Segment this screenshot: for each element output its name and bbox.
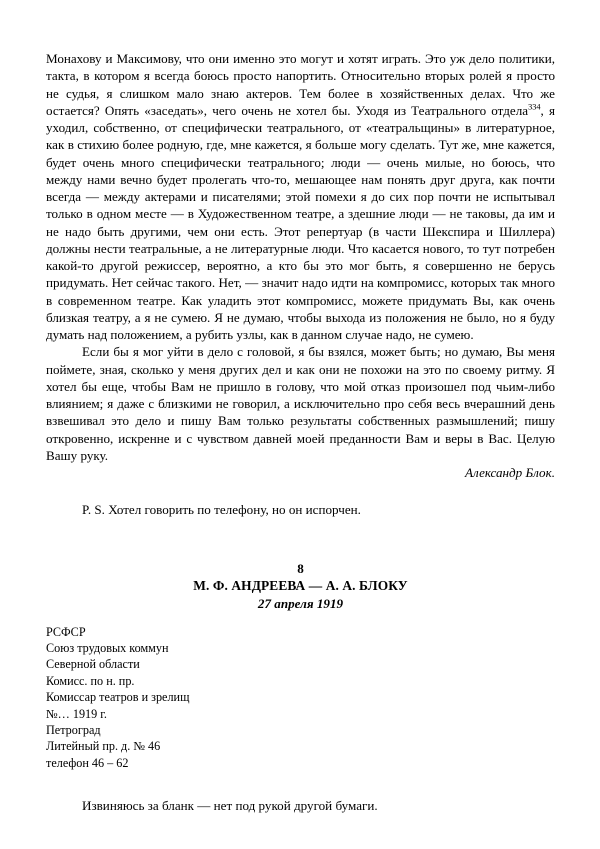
letter-date: 27 апреля 1919 <box>257 595 344 611</box>
letterhead-line: Комиссар театров и зрелищ <box>46 690 190 705</box>
letter-postscript: P. S. Хотел говорить по телефону, но он испорчен. <box>82 502 361 518</box>
letterhead-line: Северной области <box>46 657 140 672</box>
letter-signature: Александр Блок. <box>465 465 555 480</box>
paragraph-1-text-before-footnote: Монахову и Максимову, что они именно это могут и хотят играть. Это уж дело политики, такта, в котором я всегда боюсь просто напортить. Относительно вторых ролей я просто не судья, я слишком мало знаю актеров. Тем более в хозяйственных делах. Что же остается? Опять «заседать», чего очень не хотел бы. Уходя из Театрального отдела <box>46 51 555 118</box>
letter-body-paragraph-1 <box>46 50 555 343</box>
letterhead-line: Союз трудовых коммун <box>46 640 169 655</box>
letter-closing-note: Извиняюсь за бланк — нет под рукой другой бумаги. <box>82 798 378 814</box>
letter-body-paragraph-2: Если бы я мог уйти в дело с головой, я бы взялся, может быть; но думаю, Вы меня поймете, зная, сколько у меня других дел и как они не похожи на это по своему ритму. Я хотел бы еще, чтобы Вам не пришло в голову, что мой отказ произошел под чьим-либо влиянием; я даже с близкими не говорил, а исключительно про себя весь вчерашний день взвешивал это дело и пишу Вам только результаты собственных размышлений; пишу откровенно, искренне и с чувством давней моей преданности Вам и веры в Вас. Целую Вашу руку. <box>46 344 555 463</box>
letterhead-line: Комисс. по н. пр. <box>46 673 135 688</box>
letterhead-block <box>46 624 555 772</box>
letterhead-line: РСФСР <box>46 624 86 639</box>
footnote-reference-334[interactable]: 334 <box>528 102 541 112</box>
letter-number: 8 <box>297 560 304 576</box>
letterhead-line: Петроград <box>46 722 101 737</box>
letter-heading-block <box>46 561 555 613</box>
letterhead-line: Литейный пр. д. № 46 <box>46 739 161 754</box>
paragraph-1-text-after-footnote: , я уходил, собственно, от специфически театрального, от «театральщины» в литературное, как в стихию более родную, где, мне кажется, я больше могу сделать. Тут же, мне кажется, будет очень много специфически театрального; люди — очень милые, но боюсь, что между нами вечно будет пролегать что-то, мешающее нам понять друг друга, как почти всегда — между актерами и писателями; этой помехи я до сих пор почти не испытывал только в одном месте — в Художественном театре, а здешние люди — не таковы, да им и не надо быть другими, чем они есть. Этот репертуар (в части Шекспира и Шиллера) должны нести театральные, а не литературные люди. Что касается нового, то тут потребен какой-то другой режиссер, вероятно, а кто бы это мог быть, я совершенно не берусь придумать. Нет сейчас такого. Нет, — значит надо идти на компромисс, которых так много в современном театре. Как уладить этот компромисс, можете придумать Вы, как очень близкая театру, а я не сумею. Я не думаю, чтобы выхода из положения не было, но я буду думать над положением, а рубить узлы, как в данном случае надо, не сумею. <box>46 102 555 342</box>
letterhead-line: №… 1919 г. <box>46 706 107 721</box>
letterhead-line: телефон 46 – 62 <box>46 755 129 770</box>
letter-title: М. Ф. АНДРЕЕВА — А. А. БЛОКУ <box>193 577 408 593</box>
page-content <box>46 50 555 814</box>
